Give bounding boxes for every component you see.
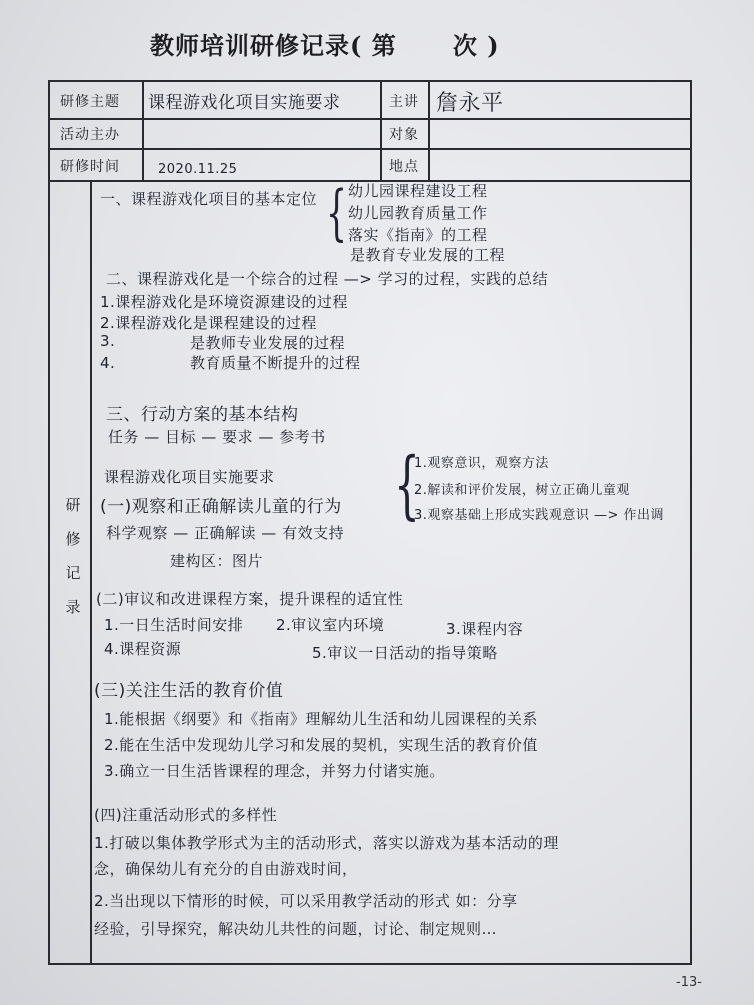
note-p4-2b: 经验，引导探究，解决幼儿共性的问题，讨论、制定规则… <box>94 920 498 938</box>
note-s1-d: 是教育专业发展的工程 <box>350 246 506 264</box>
note-s2-1: 1.课程游戏化是环境资源建设的过程 <box>100 293 348 311</box>
note-p4-1b: 念，确保幼儿有充分的自由游戏时间， <box>94 860 358 878</box>
time-label: 研修时间 <box>60 159 120 175</box>
note-p3-title: (三)关注生活的教育价值 <box>94 681 284 701</box>
record-label-3: 记 <box>65 564 81 582</box>
note-p1-r1: 1.观察意识，观察方法 <box>414 456 549 471</box>
note-s3-line: 任务 — 目标 — 要求 — 参考书 <box>108 428 326 446</box>
record-label-1: 研 <box>65 496 81 514</box>
record-label-2: 修 <box>65 530 81 548</box>
note-p4-1a: 1.打破以集体教学形式为主的活动形式，落实以游戏为基本活动的理 <box>94 834 559 852</box>
note-p3-1: 1.能根据《纲要》和《指南》理解幼儿生活和幼儿园课程的关系 <box>104 710 538 728</box>
note-s2-3-text: 是教师专业发展的过程 <box>190 334 346 352</box>
note-p3-3: 3.确立一日生活皆课程的理念，并努力付诸实施。 <box>104 762 445 780</box>
topic-value: 课程游戏化项目实施要求 <box>148 93 341 113</box>
note-s2-3-num: 3. <box>100 332 116 350</box>
note-s2-title: 二、课程游戏化是一个综合的过程 —> 学习的过程，实践的总结 <box>106 270 549 288</box>
page-number: -13- <box>676 975 702 990</box>
note-s2-4-num: 4. <box>100 354 116 372</box>
record-form-table <box>48 80 692 965</box>
host-label: 活动主办 <box>60 127 120 143</box>
brace-s1: { <box>326 178 348 248</box>
record-label-4: 录 <box>65 598 81 616</box>
time-value: 2020.11.25 <box>158 162 238 177</box>
audience-label: 对象 <box>389 127 419 143</box>
note-p1-r2: 2.解读和评价发展，树立正确儿童观 <box>414 483 630 498</box>
note-s3-title: 三、行动方案的基本结构 <box>106 405 299 425</box>
note-impl-title: 课程游戏化项目实施要求 <box>104 468 275 486</box>
note-s1-c: 落实《指南》的工程 <box>348 226 488 244</box>
form-title: 教师培训研修记录( 第 次 ) <box>150 31 500 60</box>
note-p2-5: 5.审议一日活动的指导策略 <box>312 644 498 662</box>
lecturer-label: 主讲 <box>389 94 419 110</box>
note-p2-3: 3.课程内容 <box>446 620 524 638</box>
topic-label: 研修主题 <box>60 94 120 110</box>
note-p4-title: (四)注重活动形式的多样性 <box>94 806 278 824</box>
note-s1-title: 一、课程游戏化项目的基本定位 <box>100 190 318 208</box>
note-p2-4: 4.课程资源 <box>104 640 182 658</box>
note-p1-line: 科学观察 — 正确解读 — 有效支持 <box>106 524 345 542</box>
note-p2-1: 1.一日生活时间安排 <box>104 616 244 634</box>
note-s2-4-text: 教育质量不断提升的过程 <box>190 354 361 372</box>
note-p2-2: 2.审议室内环境 <box>276 616 385 634</box>
note-s1-b: 幼儿园教育质量工作 <box>348 204 488 222</box>
lecturer-value: 詹永平 <box>436 91 504 116</box>
note-p4-2a: 2.当出现以下情形的时候，可以采用教学活动的形式 如：分享 <box>94 892 518 910</box>
note-p3-2: 2.能在生活中发现幼儿学习和发展的契机，实现生活的教育价值 <box>104 736 538 754</box>
note-p1-title: (一)观察和正确解读儿童的行为 <box>100 497 342 517</box>
note-p2-title: (二)审议和改进课程方案，提升课程的适宜性 <box>96 590 404 608</box>
note-s1-a: 幼儿园课程建设工程 <box>348 182 488 200</box>
brace-p1: { <box>394 442 420 528</box>
note-s2-2: 2.课程游戏化是课程建设的过程 <box>100 314 317 332</box>
place-label: 地点 <box>389 159 419 175</box>
note-p1-ref: 建构区：图片 <box>170 552 264 570</box>
note-p1-r3: 3.观察基础上形成实践观意识 —> 作出调 <box>414 508 665 523</box>
